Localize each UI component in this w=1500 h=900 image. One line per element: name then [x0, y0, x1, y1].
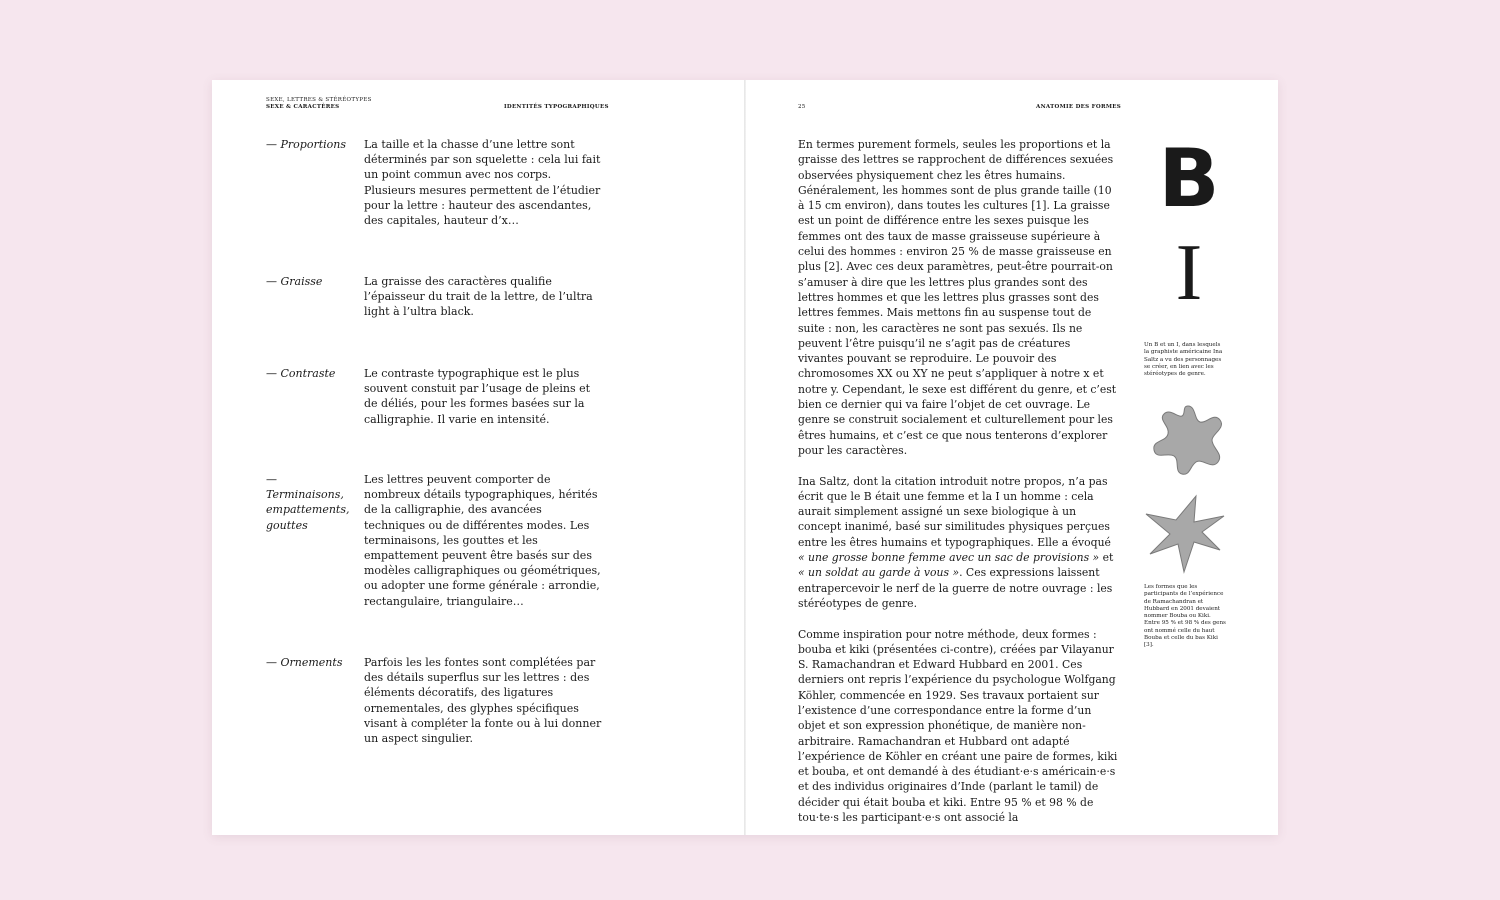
- right-page: [746, 80, 1278, 835]
- body-paragraph: [798, 474, 1118, 612]
- definition-term-contraste: — Contraste: [266, 367, 336, 380]
- bouba-shape: [1148, 398, 1228, 478]
- left-page: [212, 80, 744, 835]
- definition-term-proportions: — Proportions: [266, 138, 346, 151]
- main-body-text: [798, 137, 1118, 825]
- paragraph-text: . Ces expressions laissent entrapercevoir le nerf de la guerre de notre ouvrage : les stéréotypes de genre.: [798, 566, 1113, 610]
- definition-text-proportions: La taille et la chasse d’une lettre sont déterminés par son squelette : cela lui fait un point commun avec nos corps. Plusieurs mesures permettent de l’étudier pour la lettre : hauteur des ascendantes, des capitales, hauteur d’x…: [364, 138, 601, 228]
- book-spread: [212, 80, 1278, 835]
- paragraph-text: et: [1099, 551, 1114, 565]
- body-paragraph: [798, 627, 1118, 826]
- kiki-shape: [1144, 492, 1228, 576]
- running-head-chapter: SEXE & CARACTÈRES: [266, 104, 340, 110]
- definition-text-contraste: Le contraste typographique est le plus souvent constuit par l’usage de pleins et de déliés, pour les formes basées sur la calligraphie. Il varie en intensité.: [364, 367, 591, 426]
- definition-term-graisse: — Graisse: [266, 275, 323, 288]
- letter-illustration: [1154, 132, 1224, 320]
- running-head-section: ANATOMIE DES FORMES: [1036, 104, 1121, 110]
- paragraph-text: Comme inspiration pour notre méthode, deux formes : bouba et kiki (présentées ci-contre), créées par Vilayanur S. Ramachandran et Edward Hubbard en 2001. Ces derniers ont repris l’expérience du psychologue Wolfgang Köhler, commencée en 1929. Ses travaux portaient sur l’existence d’une correspondance entre la forme d’un objet et son expression phonétique, de manière non-arbitraire. Ramachandran et Hubbard ont adapté l’expérience de Köhler en créant une paire de formes, kiki et bouba, et ont demandé à des étudiant·e·s américain·e·s et des individus originaires d’Inde (parlant le tamil) de décider qui était bouba et kiki. Entre 95 % et 98 % de tou·te·s les participant·e·s ont associé la: [798, 627, 1118, 825]
- letter-b: B: [1158, 132, 1220, 225]
- definition-text-terminaisons: Les lettres peuvent comporter de nombreux détails typographiques, hérités de la calligraphie, des avancées techniques ou de différentes modes. Les terminaisons, les gouttes et les empattement peuvent être basés sur des modèles calligraphiques ou géométriques, ou adopter une forme générale : arrondie, rectangulaire, triangulaire…: [364, 473, 601, 608]
- letter-i: I: [1175, 229, 1203, 317]
- definition-term-ornements: — Ornements: [266, 656, 343, 669]
- paragraph-text: En termes purement formels, seules les proportions et la graisse des lettres se rapprochent de différences sexuées observées physiquement chez les êtres humains. Généralement, les hommes sont de plus grande taille (10 à 15 cm environ), dans toutes les cultures [1]. La graisse est un point de différence entre les sexes puisque les femmes ont des taux de masse graisseuse supérieure à celui des hommes : environ 25 % de masse graisseuse en plus [2]. Avec ces deux paramètres, peut-être pourrait-on s’amuser à dire que les lettres plus grandes sont des lettres hommes et que les lettres plus grasses sont des lettres femmes. Mais mettons fin au suspense tout de suite : non, les caractères ne sont pas sexués. Ils ne peuvent l’être puisqu’il ne s’agit pas de créatures vivantes pouvant se reproduire. Le pouvoir des chromosomes XX ou XY ne peut s’appliquer à notre x et notre y. Cependant, le sexe est différent du genre, et c’est bien ce dernier qui va faire l’objet de cet ouvrage. Le genre se construit socialement et culturellement pour les êtres humains, et c’est ce que nous tenterons d’explorer pour les caractères.: [798, 138, 1117, 457]
- definition-text-graisse: La graisse des caractères qualifie l’épaisseur du trait de la lettre, de l’ultra light à l’ultra black.: [364, 275, 593, 319]
- page-number: 25: [798, 104, 806, 110]
- quote-soldier: « un soldat au garde à vous »: [798, 566, 960, 580]
- quote-fat-woman: « une grosse bonne femme avec un sac de provisions »: [798, 551, 1100, 565]
- running-head-part: IDENTITÉS TYPOGRAPHIQUES: [504, 104, 609, 110]
- caption-shapes: Les formes que les participants de l’expérience de Ramachandran et Hubbard en 2001 devaient nommer Bouba ou Kiki. Entre 95 % et 98 % des gens ont nommé celle du haut Bouba et celle du bas Kiki [3].: [1144, 584, 1226, 649]
- definition-text-ornements: Parfois les les fontes sont complétées par des détails superflus sur les lettres : des éléments décoratifs, des ligatures ornementales, des glyphes spécifiques visant à compléter la fonte ou à lui donner un aspect singulier.: [364, 656, 602, 746]
- definition-term-terminaisons: — Terminaisons, empattements, gouttes: [266, 473, 350, 532]
- running-head-book-title: SEXE, LETTRES & STÉRÉOTYPES: [266, 97, 372, 103]
- caption-letters: Un B et un I, dans lesquels la graphiste américaine Ina Saltz a vu des personnages se créer, en lien avec les stéréotypes de genre.: [1144, 342, 1223, 378]
- body-paragraph: [798, 137, 1118, 458]
- paragraph-text: Ina Saltz, dont la citation introduit notre propos, n’a pas écrit que le B était une femme et la I un homme : cela aurait simplement assigné un sexe biologique à un concept inanimé, basé sur similitudes physiques perçues entre les êtres humains et typographiques. Elle a évoqué: [798, 474, 1111, 549]
